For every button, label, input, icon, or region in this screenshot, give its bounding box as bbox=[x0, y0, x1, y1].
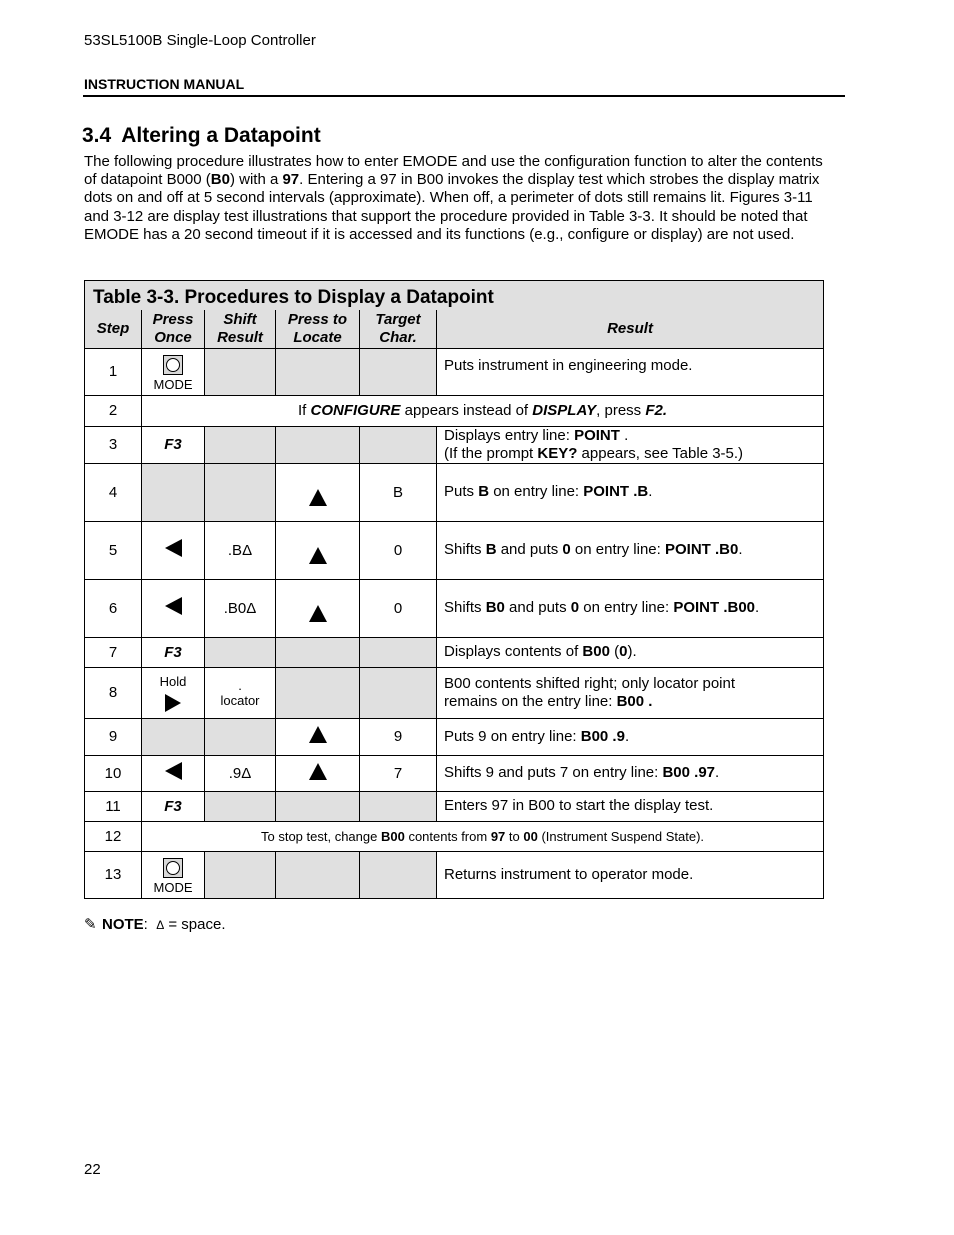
result-cell: Puts 9 on entry line: B00 .9. bbox=[437, 718, 824, 755]
note-colon: : bbox=[143, 916, 148, 933]
intro-text-1: The following procedure illustrates how to enter EMODE and use the configuration function to alter the contents of datapoint B000 ( bbox=[84, 153, 823, 189]
shift-result-cell bbox=[205, 718, 276, 755]
press-to-locate-cell bbox=[276, 755, 360, 791]
step-cell: 2 bbox=[85, 395, 142, 426]
f3-key-label: F3 bbox=[142, 791, 205, 821]
result-cell: Puts instrument in engineering mode. bbox=[437, 348, 824, 395]
step-cell: 4 bbox=[85, 463, 142, 521]
step-cell: 3 bbox=[85, 426, 142, 463]
press-to-locate-cell bbox=[276, 637, 360, 667]
up-arrow-icon bbox=[309, 763, 327, 780]
target-char-cell: 0 bbox=[360, 579, 437, 637]
section-title bbox=[82, 124, 321, 148]
manual-label: INSTRUCTION MANUAL bbox=[84, 76, 245, 92]
f3-key-label: F3 bbox=[142, 426, 205, 463]
section-heading: Altering a Datapoint bbox=[121, 124, 321, 147]
up-arrow-icon bbox=[309, 726, 327, 743]
note-label: NOTE bbox=[102, 916, 144, 933]
target-char-cell bbox=[360, 851, 437, 898]
col-press-to-locate: Press to Locate bbox=[276, 310, 360, 348]
col-result: Result bbox=[437, 310, 824, 348]
document-title: 53SL5100B Single-Loop Controller bbox=[84, 32, 316, 49]
section-number: 3.4 bbox=[82, 124, 112, 147]
result-cell: Puts B on entry line: POINT .B. bbox=[437, 463, 824, 521]
press-once-cell bbox=[142, 755, 205, 791]
table-row bbox=[85, 667, 824, 718]
press-to-locate-cell bbox=[276, 579, 360, 637]
table-row bbox=[85, 521, 824, 579]
col-target-char: Target Char. bbox=[360, 310, 437, 348]
step-cell: 11 bbox=[85, 791, 142, 821]
left-arrow-icon bbox=[165, 539, 182, 557]
table-row bbox=[85, 755, 824, 791]
table-row bbox=[85, 426, 824, 463]
shift-result-cell: .B0Δ bbox=[205, 579, 276, 637]
f3-key-label: F3 bbox=[142, 637, 205, 667]
step-cell: 7 bbox=[85, 637, 142, 667]
shift-result-cell bbox=[205, 851, 276, 898]
mode-label: MODE bbox=[153, 879, 193, 895]
intro-bold-1: B0 bbox=[210, 171, 230, 189]
step-cell: 13 bbox=[85, 851, 142, 898]
shift-result-cell: .9Δ bbox=[205, 755, 276, 791]
target-char-cell: 9 bbox=[360, 718, 437, 755]
col-step: Step bbox=[85, 310, 142, 348]
mode-button-icon bbox=[163, 355, 183, 375]
result-cell: Shifts B and puts 0 on entry line: POINT .B0. bbox=[437, 521, 824, 579]
shift-result-cell bbox=[205, 348, 276, 395]
intro-text-3: . Entering a 97 in B00 invokes the display test which strobes the display matrix dots on and off at 5 second intervals (approximate). When off, a perimeter of dots still remains lit. Figures 3-11 and 3-12 are display test illustrations that support the procedure provided in Table 3-3. It should be noted that EMODE has a 20 second timeout if it is accessed and its functions (e.g., configure or display) are not used. bbox=[84, 171, 820, 243]
span-result-cell: To stop test, change B00 contents from 97 to 00 (Instrument Suspend State). bbox=[142, 821, 824, 851]
shift-result-cell bbox=[205, 637, 276, 667]
press-once-cell bbox=[142, 667, 205, 718]
press-once-cell bbox=[142, 521, 205, 579]
table-row bbox=[85, 463, 824, 521]
step-cell: 8 bbox=[85, 667, 142, 718]
target-char-cell bbox=[360, 667, 437, 718]
procedure-table bbox=[84, 280, 824, 899]
step-cell: 9 bbox=[85, 718, 142, 755]
press-to-locate-cell bbox=[276, 851, 360, 898]
table-caption: Table 3-3. Procedures to Display a Datapoint bbox=[85, 281, 824, 311]
step-cell: 12 bbox=[85, 821, 142, 851]
press-once-cell bbox=[142, 718, 205, 755]
step-cell: 1 bbox=[85, 348, 142, 395]
intro-paragraph bbox=[84, 153, 836, 244]
target-char-cell: 0 bbox=[360, 521, 437, 579]
note-text: = space. bbox=[164, 916, 226, 933]
table-row bbox=[85, 637, 824, 667]
up-arrow-icon bbox=[309, 605, 327, 622]
result-cell: B00 contents shifted right; only locator point remains on the entry line: B00 . bbox=[437, 667, 824, 718]
press-to-locate-cell bbox=[276, 426, 360, 463]
pencil-icon: ✎ bbox=[84, 916, 97, 933]
mode-button-icon bbox=[163, 858, 183, 878]
table-row bbox=[85, 821, 824, 851]
press-to-locate-cell bbox=[276, 667, 360, 718]
intro-bold-2: 97 bbox=[282, 171, 300, 189]
up-arrow-icon bbox=[309, 547, 327, 564]
left-arrow-icon bbox=[165, 762, 182, 780]
left-arrow-icon bbox=[165, 597, 182, 615]
result-cell: Enters 97 in B00 to start the display test. bbox=[437, 791, 824, 821]
intro-text-2: ) with a bbox=[229, 171, 283, 189]
result-cell: Returns instrument to operator mode. bbox=[437, 851, 824, 898]
delta-symbol: Δ bbox=[156, 918, 165, 932]
table-row bbox=[85, 718, 824, 755]
result-cell: Displays entry line: POINT . (If the prompt KEY? appears, see Table 3-5.) bbox=[437, 426, 824, 463]
table-row bbox=[85, 791, 824, 821]
shift-result-cell bbox=[205, 791, 276, 821]
target-char-cell: 7 bbox=[360, 755, 437, 791]
mode-label: MODE bbox=[153, 376, 193, 392]
result-cell: Shifts 9 and puts 7 on entry line: B00 .97. bbox=[437, 755, 824, 791]
right-arrow-icon bbox=[165, 694, 181, 712]
press-to-locate-cell bbox=[276, 521, 360, 579]
target-char-cell bbox=[360, 348, 437, 395]
target-char-cell bbox=[360, 637, 437, 667]
step-cell: 10 bbox=[85, 755, 142, 791]
span-result-cell: If CONFIGURE appears instead of DISPLAY, press F2. bbox=[142, 395, 824, 426]
note bbox=[84, 915, 226, 933]
col-shift-result: Shift Result bbox=[205, 310, 276, 348]
result-cell: Shifts B0 and puts 0 on entry line: POINT .B00. bbox=[437, 579, 824, 637]
shift-result-cell bbox=[205, 463, 276, 521]
hold-label: Hold bbox=[159, 673, 187, 689]
target-char-cell: B bbox=[360, 463, 437, 521]
table-row bbox=[85, 395, 824, 426]
press-once-cell bbox=[142, 851, 205, 898]
page-number: 22 bbox=[84, 1161, 101, 1178]
table-row bbox=[85, 579, 824, 637]
shift-result-cell: . locator bbox=[205, 667, 276, 718]
target-char-cell bbox=[360, 791, 437, 821]
step-cell: 6 bbox=[85, 579, 142, 637]
shift-result-cell bbox=[205, 426, 276, 463]
press-to-locate-cell bbox=[276, 348, 360, 395]
shift-result-cell: .BΔ bbox=[205, 521, 276, 579]
press-once-cell bbox=[142, 463, 205, 521]
table-row bbox=[85, 851, 824, 898]
target-char-cell bbox=[360, 426, 437, 463]
press-once-cell bbox=[142, 579, 205, 637]
press-to-locate-cell bbox=[276, 463, 360, 521]
table-row bbox=[85, 348, 824, 395]
up-arrow-icon bbox=[309, 489, 327, 506]
press-to-locate-cell bbox=[276, 791, 360, 821]
step-cell: 5 bbox=[85, 521, 142, 579]
press-once-cell bbox=[142, 348, 205, 395]
col-press-once: Press Once bbox=[142, 310, 205, 348]
header-rule bbox=[83, 95, 845, 97]
press-to-locate-cell bbox=[276, 718, 360, 755]
result-cell: Displays contents of B00 (0). bbox=[437, 637, 824, 667]
